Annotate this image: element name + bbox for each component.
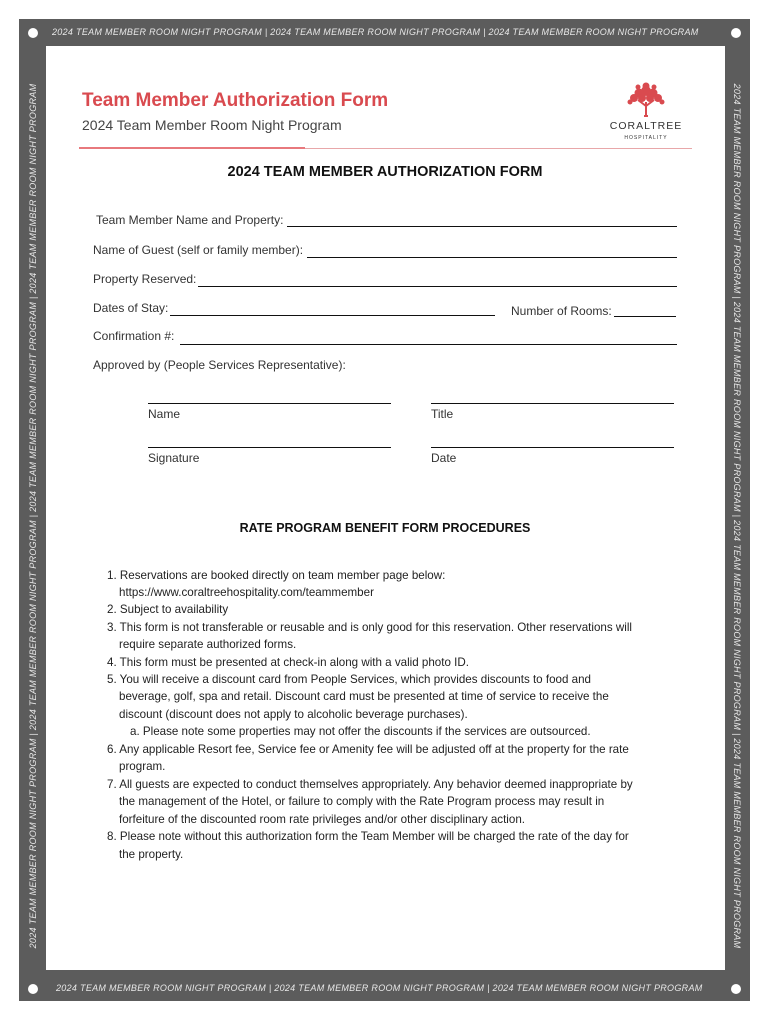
procedure-line: 5. You will receive a discount card from People Services, which provides discounts to food and [107, 673, 591, 686]
dates-of-stay-label: Dates of Stay: [93, 301, 169, 315]
approver-title-label: Title [431, 407, 454, 421]
procedures-heading: RATE PROGRAM BENEFIT FORM PROCEDURES [239, 521, 531, 535]
procedure-line: discount (discount does not apply to alcoholic beverage purchases). [119, 708, 468, 721]
procedure-line: the management of the Hotel, or failure to comply with the Rate Program process may result in [119, 795, 605, 808]
procedure-line: 8. Please note without this authorization form the Team Member will be charged the rate of the day for [107, 830, 629, 843]
corner-dot-top-right [731, 28, 741, 38]
logo-name: CORALTREE [609, 120, 683, 132]
approver-name-field[interactable] [148, 403, 391, 404]
name-property-field[interactable] [287, 226, 677, 227]
procedure-line: forfeiture of the discounted room rate privileges and/or other disciplinary action. [119, 813, 525, 826]
form-subtitle: 2024 Team Member Room Night Program [82, 117, 342, 133]
guest-name-field[interactable] [307, 257, 677, 258]
approval-date-field[interactable] [431, 447, 674, 448]
procedure-line: 4. This form must be presented at check-in along with a valid photo ID. [107, 656, 469, 669]
border-text-left: 2024 TEAM MEMBER ROOM NIGHT PROGRAM | 2024 TEAM MEMBER ROOM NIGHT PROGRAM | 2024 TEAM MEMBER ROOM NIGHT PROGRAM | 2024 TEAM MEMBER ROOM NIGHT PROGRAM [28, 83, 38, 949]
property-reserved-field[interactable] [198, 286, 677, 287]
corner-dot-top-left [28, 28, 38, 38]
number-of-rooms-label: Number of Rooms: [511, 304, 612, 318]
header-divider-accent [79, 147, 305, 149]
procedure-line: require separate authorized forms. [119, 638, 297, 651]
dates-of-stay-field[interactable] [170, 315, 495, 316]
coraltree-logo [608, 82, 684, 144]
property-reserved-label: Property Reserved: [93, 272, 197, 286]
guest-name-label: Name of Guest (self or family member): [93, 243, 304, 257]
approver-title-field[interactable] [431, 403, 674, 404]
form-heading: 2024 TEAM MEMBER AUTHORIZATION FORM [227, 164, 543, 180]
approver-name-label: Name [148, 407, 181, 421]
number-of-rooms-field[interactable] [614, 316, 676, 317]
approved-by-label: Approved by (People Services Representative): [93, 358, 346, 372]
border-text-top: 2024 TEAM MEMBER ROOM NIGHT PROGRAM | 2024 TEAM MEMBER ROOM NIGHT PROGRAM | 2024 TEAM MEMBER ROOM NIGHT PROGRAM [52, 27, 699, 37]
procedure-line: 2. Subject to availability [107, 603, 229, 616]
corner-dot-bottom-right [731, 984, 741, 994]
corner-dot-bottom-left [28, 984, 38, 994]
confirmation-label: Confirmation #: [93, 329, 175, 343]
procedure-line: beverage, golf, spa and retail. Discount card must be presented at time of service to receive the [119, 690, 609, 703]
approver-signature-label: Signature [148, 451, 200, 465]
procedure-line: 3. This form is not transferable or reusable and is only good for this reservation. Other reservations will [107, 621, 632, 634]
confirmation-field[interactable] [180, 344, 677, 345]
name-property-label: Team Member Name and Property: [96, 213, 284, 227]
approver-signature-field[interactable] [148, 447, 391, 448]
procedure-line: the property. [119, 848, 184, 861]
approval-date-label: Date [431, 451, 457, 465]
tree-icon [624, 82, 668, 118]
form-title: Team Member Authorization Form [82, 90, 389, 111]
procedure-line: 7. All guests are expected to conduct themselves appropriately. Any behavior deemed inappropriate by [107, 778, 633, 791]
procedure-line: 6. Any applicable Resort fee, Service fee or Amenity fee will be adjusted off at the property for the rate [107, 743, 629, 756]
border-text-bottom: 2024 TEAM MEMBER ROOM NIGHT PROGRAM | 2024 TEAM MEMBER ROOM NIGHT PROGRAM | 2024 TEAM MEMBER ROOM NIGHT PROGRAM [56, 983, 703, 993]
procedure-subline: a. Please note some properties may not offer the discounts if the services are outsourced. [130, 725, 591, 738]
procedure-link[interactable]: https://www.coraltreehospitality.com/teammember [119, 586, 374, 599]
border-text-right: 2024 TEAM MEMBER ROOM NIGHT PROGRAM | 2024 TEAM MEMBER ROOM NIGHT PROGRAM | 2024 TEAM MEMBER ROOM NIGHT PROGRAM | 2024 TEAM MEMBER ROOM NIGHT PROGRAM [732, 83, 742, 949]
procedure-line: 1. Reservations are booked directly on team member page below: [107, 569, 446, 582]
logo-subtitle: HOSPITALITY [624, 135, 668, 141]
procedure-line: program. [119, 760, 166, 773]
